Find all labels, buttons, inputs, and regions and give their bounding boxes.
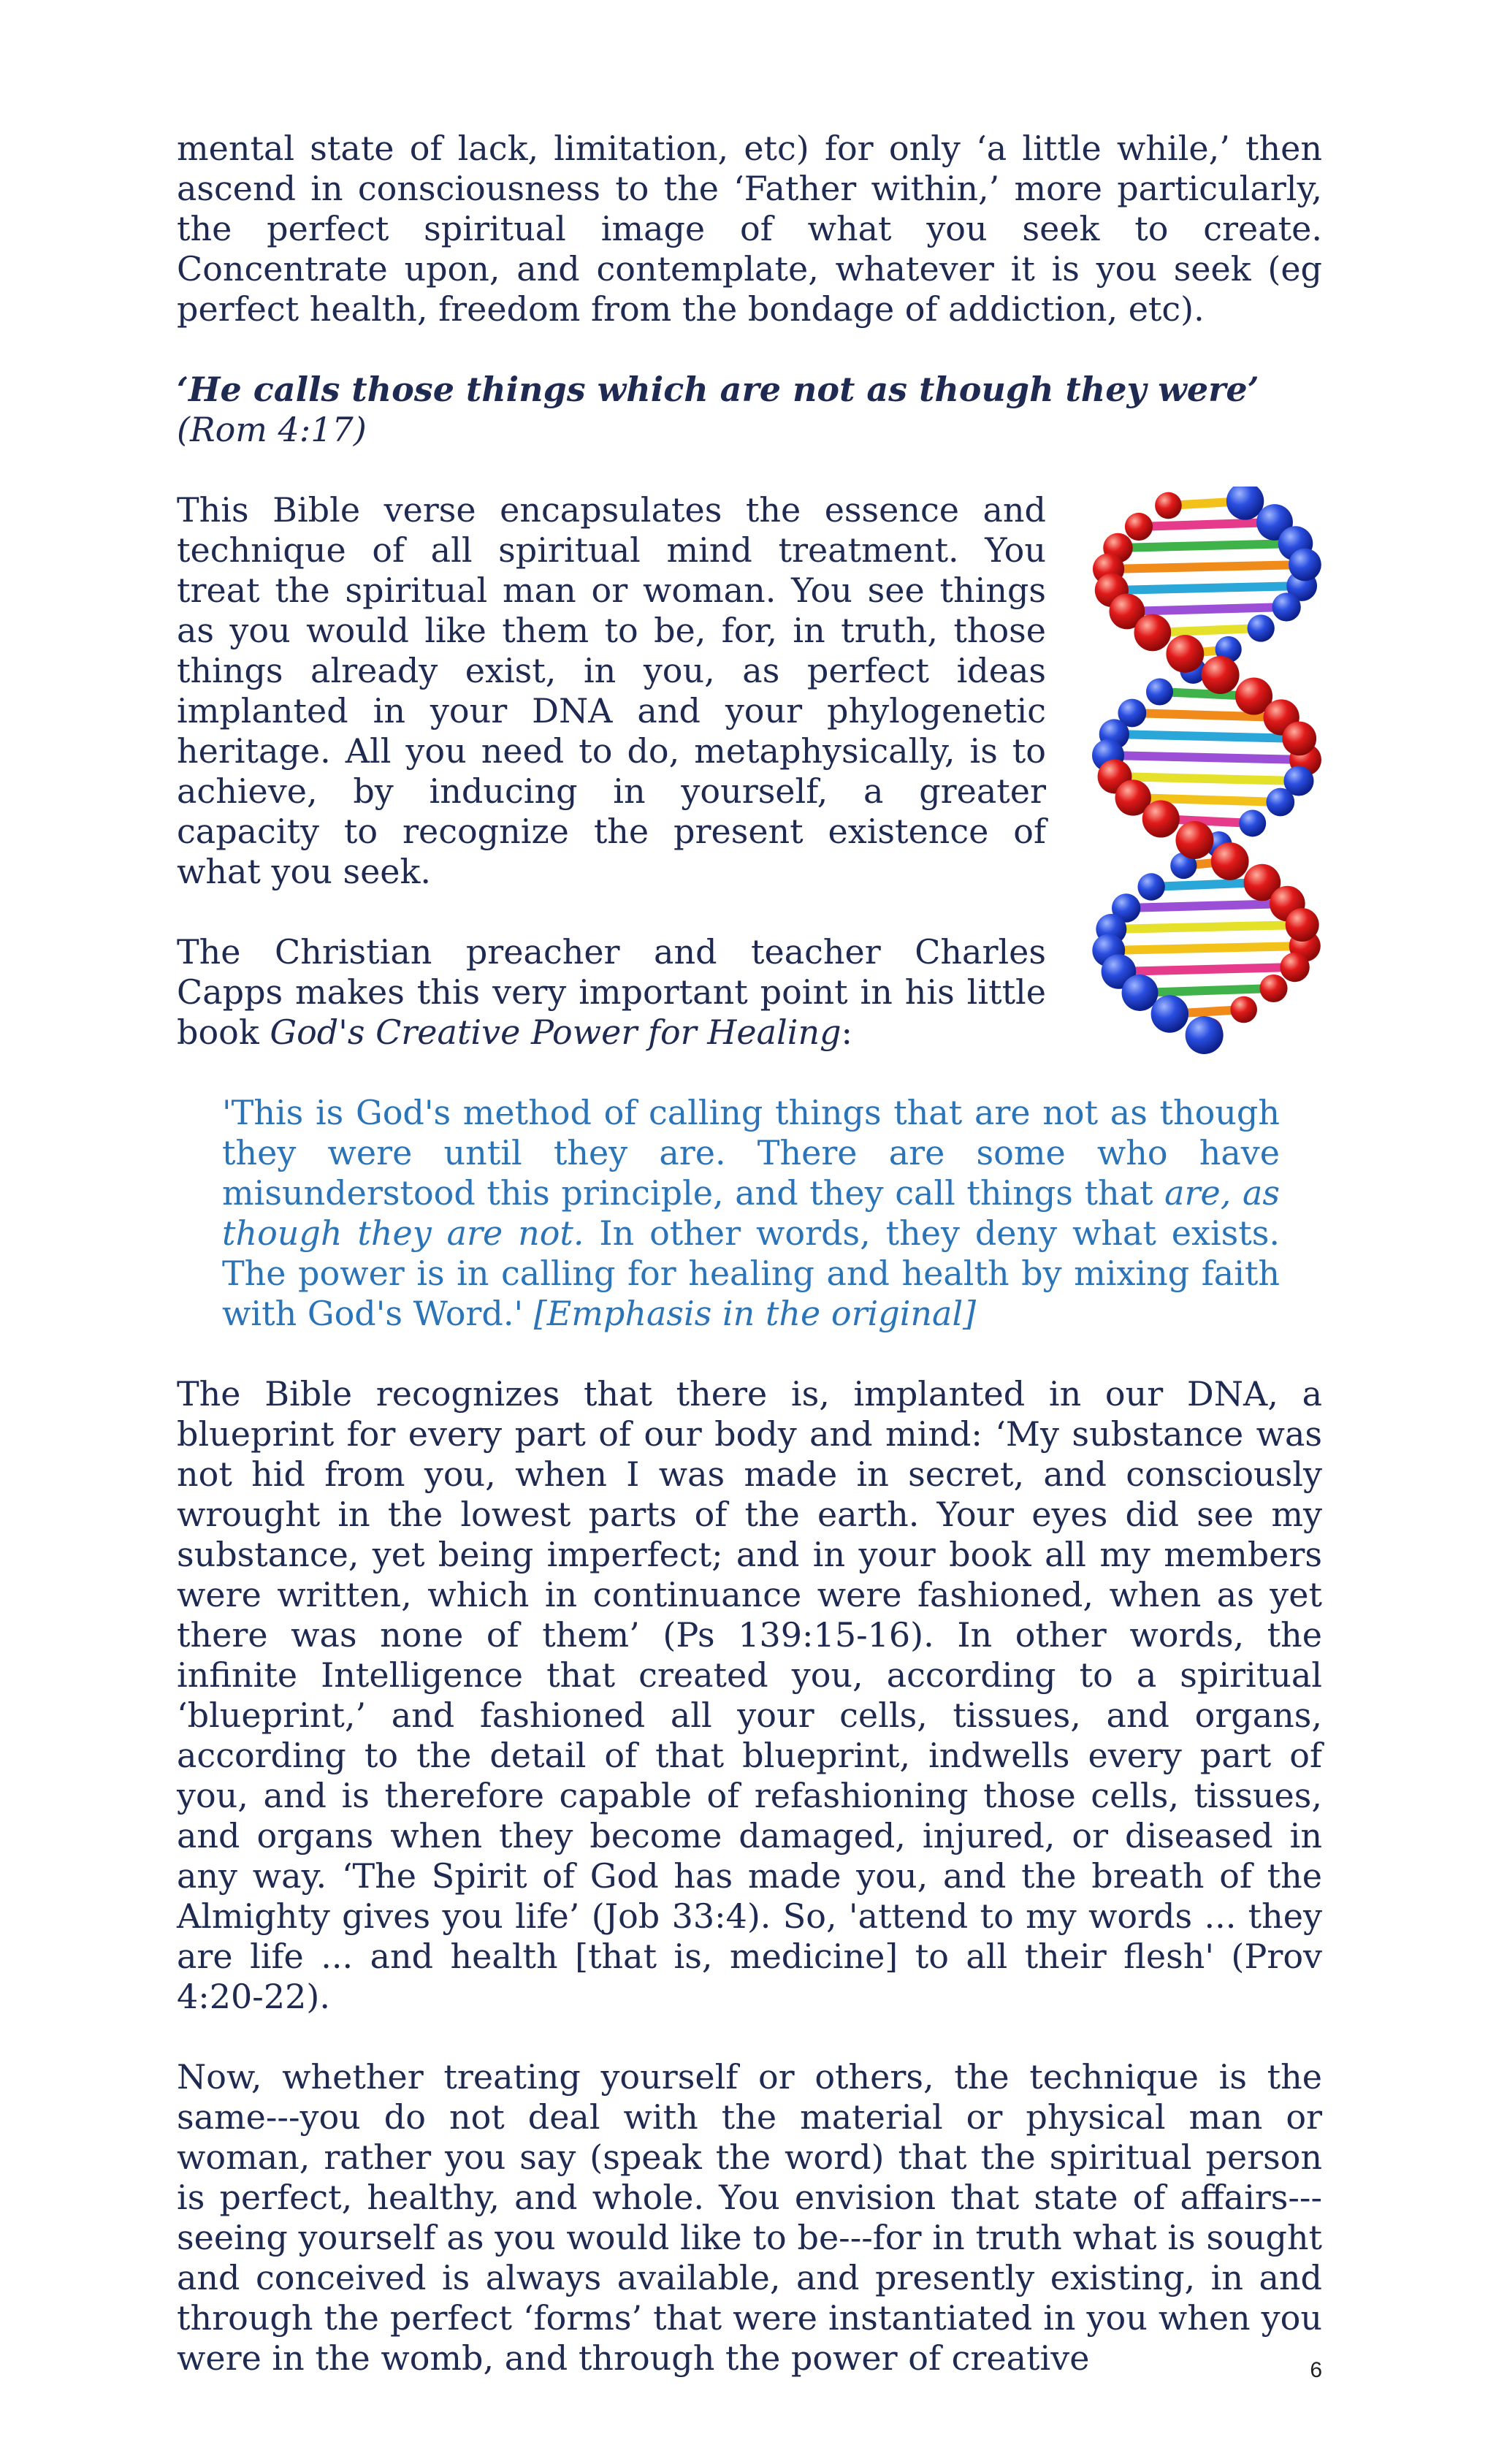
quote-emphasis: are, as though they are not. (222, 1173, 1280, 1253)
dna-rung (1112, 586, 1302, 590)
dna-sphere (1142, 800, 1180, 837)
dna-sphere (1211, 842, 1249, 880)
document-page (177, 129, 1322, 2379)
paragraph-2: This Bible verse encapsulates the essence and technique of all spiritual mind treatment. You treat the spiritual man or woman. You see things as you would like them to be, for, in truth, those things already exist, in you, as perfect ideas implanted in your DNA and your phylogenetic heritage. All you need to do, metaphysically, is to achieve, by inducing in yourself, a greater capacity to recognize the present existence of what you seek. (177, 490, 1046, 891)
dna-sphere (1289, 549, 1321, 581)
paragraph-3-intro: The Christian preacher and teacher Charles Capps makes this very important point in his little book (177, 932, 1046, 1052)
dna-rung (1109, 946, 1305, 950)
dna-rung (1139, 522, 1275, 527)
verse-text: ‘He calls those things which are not as though they were’ (177, 370, 1259, 409)
dna-sphere (1202, 656, 1240, 694)
dna-rung (1140, 988, 1273, 993)
dna-sphere (1239, 810, 1266, 837)
dna-rung (1111, 925, 1302, 929)
book-title: God's Creative Power for Healing (270, 1012, 842, 1052)
paragraph-1: mental state of lack, limitation, etc) for only ‘a little while,’ then ascend in consciousness to the ‘Father within,’ more particularly, the perfect spiritual image of what you seek to create. Concentrate upon, and contemplate, whatever it is you seek (eg perfect health, freedom from the bondage of addiction, etc). (177, 129, 1322, 329)
dna-sphere (1146, 679, 1173, 706)
dna-rung (1109, 565, 1305, 569)
dna-sphere (1125, 513, 1153, 541)
paragraph-3-colon: : (841, 1012, 853, 1052)
dna-sphere (1151, 995, 1188, 1032)
dna-rung (1126, 904, 1288, 908)
bible-verse (177, 370, 1322, 450)
dna-double-helix-icon (1068, 487, 1346, 1071)
dna-sphere (1166, 635, 1204, 673)
dna-sphere (1186, 1016, 1224, 1054)
text-column-beside-image (177, 490, 1046, 1053)
dna-rung (1118, 543, 1295, 548)
dna-rung (1115, 777, 1299, 781)
dna-sphere (1282, 722, 1316, 756)
paragraph-3 (177, 932, 1046, 1053)
quote-part-2: In other words, they deny what exists. The power is in calling for healing and health by mixing faith with God's Word.' (222, 1213, 1280, 1333)
dna-rung (1127, 607, 1286, 611)
dna-sphere (1266, 788, 1294, 817)
dna-sphere (1230, 996, 1257, 1023)
dna-sphere (1280, 953, 1309, 982)
verse-reference: (Rom 4:17) (177, 410, 367, 449)
paragraph-4: The Bible recognizes that there is, implanted in our DNA, a blueprint for every part of our body and mind: ‘My substance was not hid from you, when I was made in secret, and consciously wrought in the lowest parts of the earth. Your eyes did see my substance, yet being imperfect; and in your book all my members were written, which in continuance were fashioned, when as yet there was none of them’ (Ps 139:15-16). In other words, the infinite Intelligence that created you, according to a spiritual ‘blueprint,’ and fashioned all your cells, tissues, and organs, according to the detail of that blueprint, indwells every part of you, and is therefore capable of refashioning those cells, tissues, and organs when they become damaged, injured, or diseased in any way. ‘The Spirit of God has made you, and the breath of the Almighty gives you life’ (Job 33:4). So, 'attend to my words ... they are life ... and health [that is, medicine] to all their flesh' (Prov 4:20-22). (177, 1374, 1322, 2016)
dna-rung (1114, 734, 1299, 739)
dna-sphere (1248, 614, 1275, 641)
page-number: 6 (1310, 2358, 1322, 2382)
dna-sphere (1175, 821, 1213, 859)
dna-sphere (1122, 974, 1159, 1011)
dna-sphere (1155, 492, 1182, 519)
paragraph-5: Now, whether treating yourself or others, the technique is the same---you do not deal with the material or physical man or woman, rather you say (speak the word) that the spiritual person is perfect, healthy, and whole. You envision that state of affairs---seeing yourself as you would like to be---for in truth what is sought and conceived is always available, and presently existing, in and through the perfect ‘forms’ that were instantiated in you when you were in the womb, and through the power of creative (177, 2057, 1322, 2378)
dna-rung (1108, 755, 1305, 760)
block-quote (222, 1093, 1280, 1334)
dna-sphere (1286, 908, 1319, 942)
dna-rung (1118, 967, 1294, 972)
dna-sphere (1272, 592, 1301, 621)
dna-sphere (1134, 614, 1171, 652)
quote-note: [Emphasis in the original] (533, 1294, 977, 1333)
dna-sphere (1137, 873, 1164, 900)
dna-sphere (1259, 974, 1287, 1002)
quote-part-1: 'This is God's method of calling things that are not as though they were until they are. There are some who have misunderstood this principle, and they call things that (222, 1093, 1280, 1213)
